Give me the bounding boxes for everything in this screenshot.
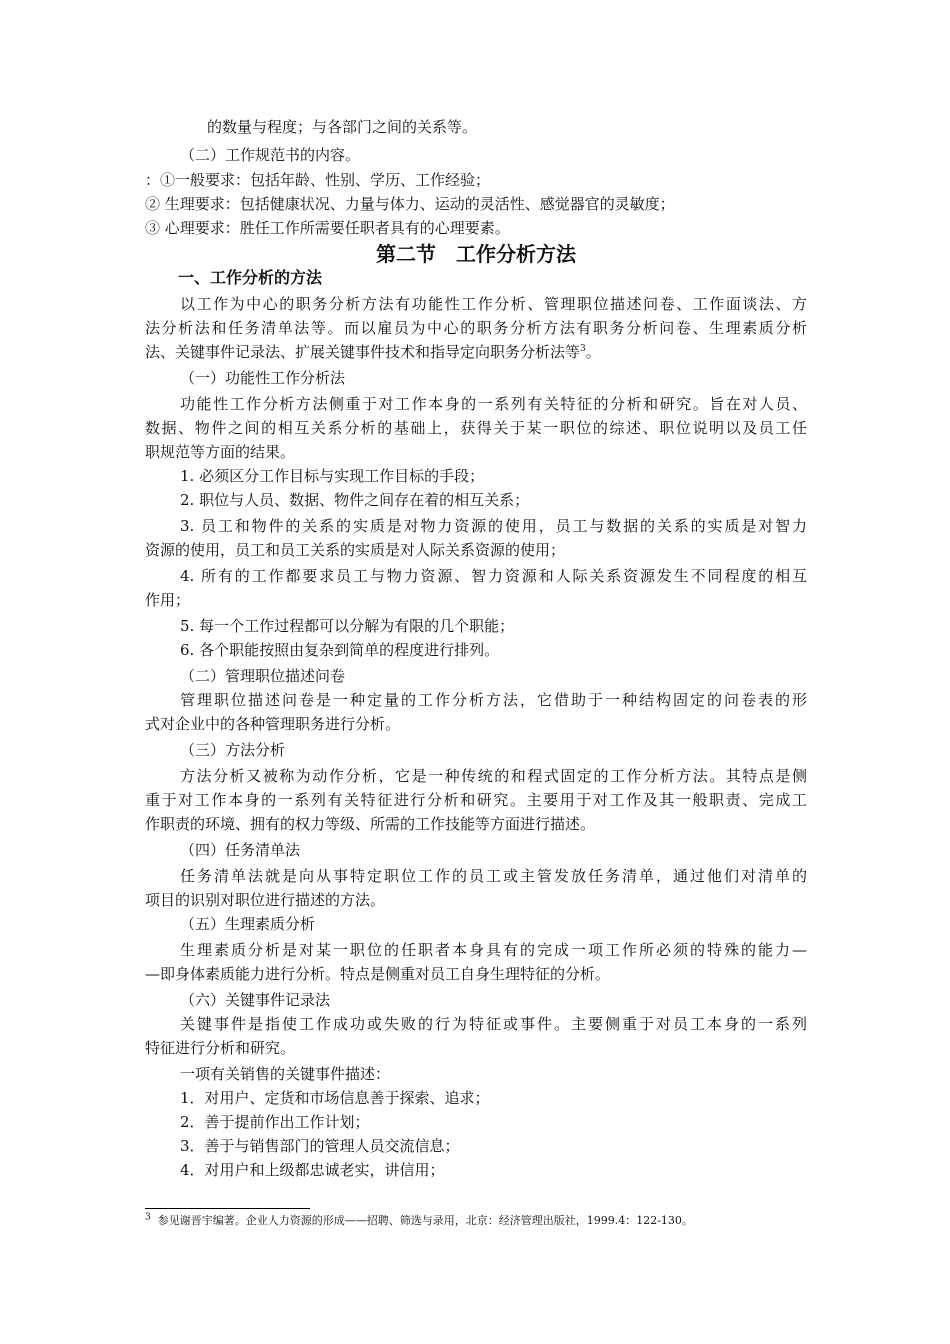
paragraph-line: 数据、物件之间的相互关系分析的基础上，获得关于某一职位的综述、职位说明以及员工任 [145, 419, 807, 437]
paragraph-line: 重于对工作本身的一系列有关特征进行分析和研究。主要用于对工作及其一般职责、完成工 [145, 791, 807, 809]
paragraph-line: 特征进行分析和研究。 [145, 1039, 296, 1057]
list-item-cont: 作用； [145, 591, 191, 609]
paragraph-line: 生理素质分析是对某一职位的任职者本身具有的完成一项工作所必须的特殊的能力— [180, 941, 807, 959]
subsection-heading: （二）管理职位描述问卷 [180, 667, 346, 685]
subsection-heading: （一）功能性工作分析法 [180, 369, 346, 387]
paragraph-line: 作职责的环境、拥有的权力等级、所需的工作技能等方面进行描述。 [145, 815, 596, 833]
list-item: ：①一般要求：包括年龄、性别、学历、工作经验； [145, 171, 491, 189]
paragraph-line: 方法分析又被称为动作分析，它是一种传统的和程式固定的工作分析方法。其特点是侧 [180, 767, 807, 785]
footnote-text: 参见谢晋宇编著。企业人力资源的形成——招聘、筛选与录用，北京：经济管理出版社，1999.4：122-130。 [157, 1214, 693, 1227]
list-item: 3. 员工和物件的关系的实质是对物力资源的使用，员工与数据的关系的实质是对智力 [180, 517, 807, 535]
list-item: 4. 所有的工作都要求员工与物力资源、智力资源和人际关系资源发生不同程度的相互 [180, 567, 807, 585]
subsection-heading: （四）任务清单法 [180, 841, 301, 859]
list-item: 6. 各个职能按照由复杂到简单的程度进行排列。 [180, 641, 500, 659]
subsection-title: 一、工作分析的方法 [178, 268, 323, 287]
paragraph-line: 一项有关销售的关键事件描述： [180, 1065, 391, 1083]
paragraph-line: 功能性工作分析方法侧重于对工作本身的一系列有关特征的分析和研究。旨在对人员、 [180, 395, 807, 413]
footnote-separator [145, 1208, 310, 1209]
paragraph-line: 法、关键事件记录法、扩展关键事件技术和指导定向职务分析法等$^3$。 [145, 343, 601, 361]
paragraph-line: 职规范等方面的结果。 [145, 443, 296, 461]
section-title: 第二节 工作分析方法 [376, 242, 576, 266]
paragraph-line: 管理职位描述问卷是一种定量的工作分析方法，它借助于一种结构固定的问卷表的形 [180, 691, 807, 709]
footnote-mark: 3 [145, 1212, 151, 1223]
list-item: ③ 心理要求：胜任工作所需要任职者具有的心理要素。 [145, 219, 510, 237]
list-heading: （二）工作规范书的内容。 [180, 146, 361, 164]
list-item: 3．善于与销售部门的管理人员交流信息； [180, 1137, 460, 1155]
paragraph-line: 项目的识别对职位进行描述的方法。 [145, 891, 386, 909]
paragraph-line: 任务清单法就是向从事特定职位工作的员工或主管发放任务清单，通过他们对清单的 [180, 867, 807, 885]
list-item: 1．对用户、定货和市场信息善于探索、追求； [180, 1089, 490, 1107]
list-item: 1. 必须区分工作目标与实现工作目标的手段； [180, 467, 485, 485]
list-item: ② 生理要求：包括健康状况、力量与体力、运动的灵活性、感觉器官的灵敏度； [145, 195, 675, 213]
list-item: 5. 每一个工作过程都可以分解为有限的几个职能； [180, 617, 515, 635]
paragraph-line: 式对企业中的各种管理职务进行分析。 [145, 715, 401, 733]
list-item: 2．善于提前作出工作计划； [180, 1113, 370, 1131]
footnote-ref: 3 [580, 344, 586, 354]
paragraph-line: 法分析法和任务清单法等。而以雇员为中心的职务分析方法有职务分析问卷、生理素质分析 [145, 319, 807, 337]
subsection-heading: （三）方法分析 [180, 741, 286, 759]
list-item: 4．对用户和上级都忠诚老实，讲信用； [180, 1161, 445, 1179]
subsection-heading: （六）关键事件记录法 [180, 991, 331, 1009]
footnote [145, 1213, 693, 1229]
paragraph-line: 以工作为中心的职务分析方法有功能性工作分析、管理职位描述问卷、工作面谈法、方 [180, 295, 807, 313]
list-item: 2. 职位与人员、数据、物件之间存在着的相互关系； [180, 491, 530, 509]
list-item-cont: 资源的使用，员工和员工关系的实质是对人际关系资源的使用； [145, 541, 566, 559]
paragraph-line: —即身体素质能力进行分析。特点是侧重对员工自身生理特征的分析。 [145, 965, 611, 983]
subsection-heading: （五）生理素质分析 [180, 915, 316, 933]
text-line: 的数量与程度；与各部门之间的关系等。 [207, 118, 478, 136]
paragraph-line: 关键事件是指使工作成功或失败的行为特征或事件。主要侧重于对员工本身的一系列 [180, 1015, 807, 1033]
